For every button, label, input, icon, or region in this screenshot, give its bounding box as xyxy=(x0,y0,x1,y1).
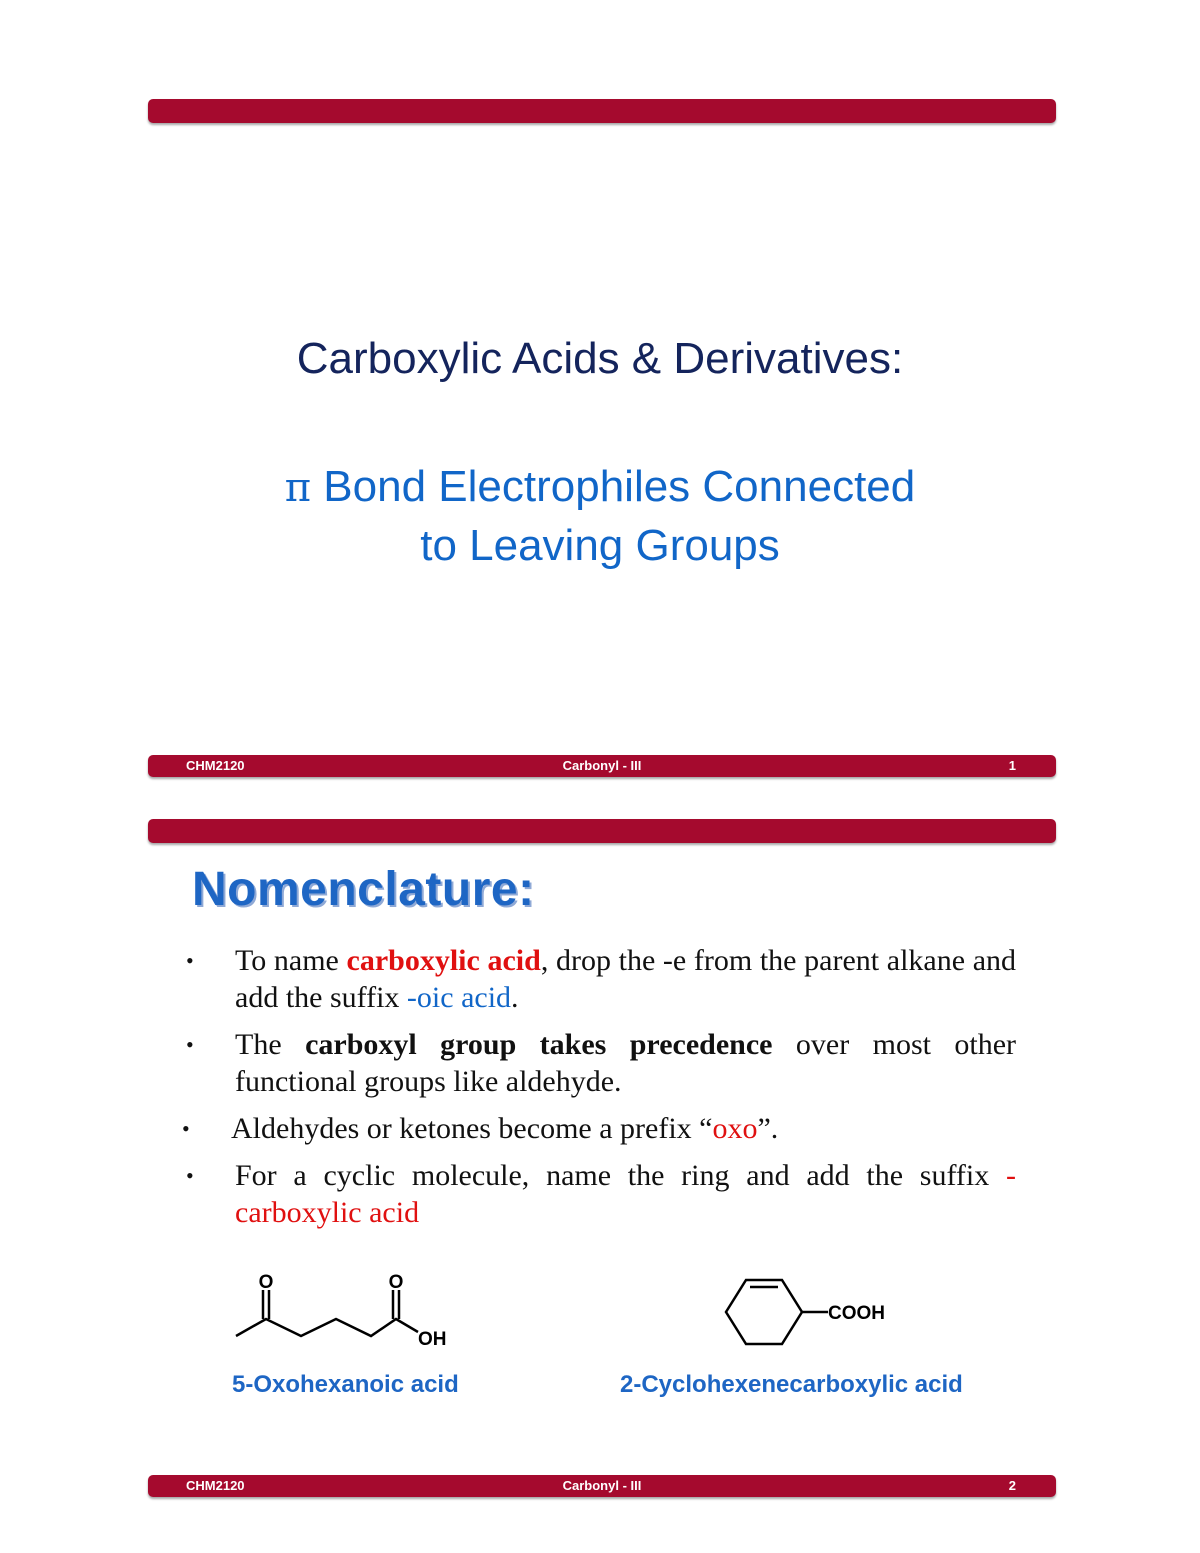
suffix-carboxylic-acid: -carboxylic acid xyxy=(235,1159,1016,1229)
footer-page-number: 2 xyxy=(1008,1478,1016,1493)
slide2-heading: Nomenclature: xyxy=(192,863,535,916)
slide1-subtitle-line1: Bond Electrophiles Connected xyxy=(323,462,916,511)
atom-oxygen-ketone: O xyxy=(258,1272,274,1293)
slide2-header-bar xyxy=(148,819,1056,843)
structure-5-oxohexanoic-acid xyxy=(228,1268,468,1358)
molecule-label-2-cyclohexenecarboxylic-acid: 2-Cyclohexenecarboxylic acid xyxy=(620,1371,963,1398)
bullet-item: • The carboxyl group takes precedence over most other functional groups like aldehyde. xyxy=(186,1028,1017,1098)
group-cooh: COOH xyxy=(828,1303,885,1324)
slide1-header-bar xyxy=(148,99,1056,123)
atom-hydroxyl: OH xyxy=(418,1329,447,1350)
bullet-marker: • xyxy=(186,948,194,973)
bullet-marker: • xyxy=(186,1032,194,1057)
term-carboxyl-precedence: carboxyl group takes precedence xyxy=(305,1028,773,1061)
pi-symbol: π xyxy=(284,465,312,511)
bullet-marker: • xyxy=(186,1163,194,1188)
suffix-oic-acid: -oic acid xyxy=(406,981,512,1014)
bullet-item: • Aldehydes or ketones become a prefix “oxo”. xyxy=(182,1112,779,1145)
footer-topic: Carbonyl - III xyxy=(562,1478,642,1493)
slide2-footer-bar xyxy=(148,1475,1056,1497)
footer-page-number: 1 xyxy=(1008,758,1016,773)
bullet-item: • For a cyclic molecule, name the ring and add the suffix -carboxylic acid xyxy=(186,1159,1016,1229)
molecule-label-5-oxohexanoic-acid: 5-Oxohexanoic acid xyxy=(232,1371,459,1398)
structure-2-cyclohexenecarboxylic-acid xyxy=(718,1268,908,1358)
slide1-subtitle-line2: to Leaving Groups xyxy=(420,521,780,570)
bullet-marker: • xyxy=(182,1116,190,1141)
slide1-subtitle xyxy=(0,458,1200,575)
slide1-footer-bar xyxy=(148,755,1056,777)
term-carboxylic-acid: carboxylic acid xyxy=(346,944,541,977)
prefix-oxo: oxo xyxy=(712,1112,758,1145)
footer-course: CHM2120 xyxy=(186,758,245,773)
footer-course: CHM2120 xyxy=(186,1478,245,1493)
atom-oxygen-acid: O xyxy=(388,1272,404,1293)
footer-topic: Carbonyl - III xyxy=(562,758,642,773)
slide1-title: Carboxylic Acids & Derivatives: xyxy=(296,334,904,383)
bullet-item: • To name carboxylic acid, drop the -e from the parent alkane and add the suffix -oic acid. xyxy=(186,944,1017,1014)
bullet-list xyxy=(182,942,1017,1241)
